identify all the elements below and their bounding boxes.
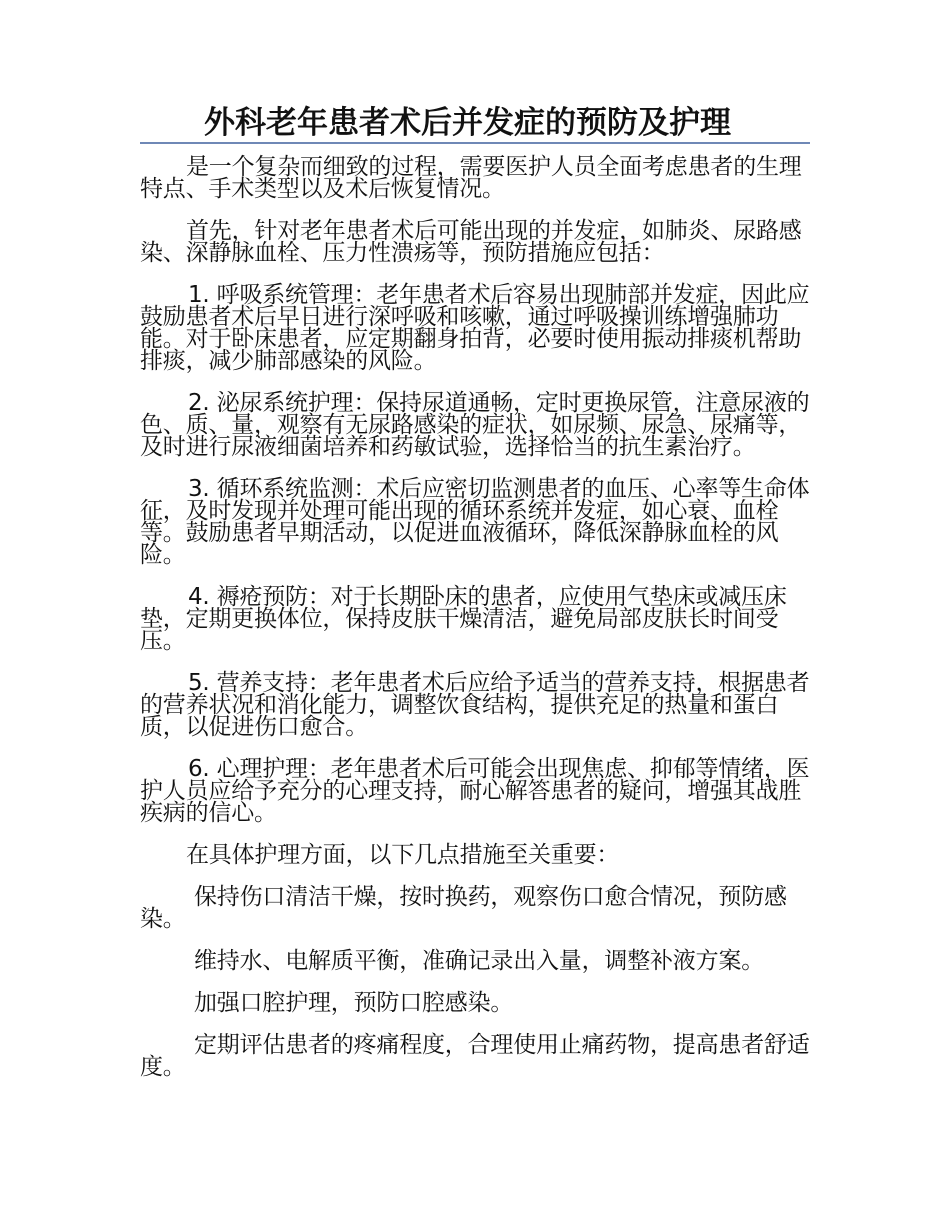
psychological-care-paragraph: 6. 心理护理：老年患者术后可能会出现焦虑、抑郁等情绪，医护人员应给予充分的心理支持，耐心解答患者的疑问，增强其战胜疾病的信心。 <box>140 756 810 826</box>
title-container <box>140 100 810 144</box>
urinary-care-paragraph: 2. 泌尿系统护理：保持尿道通畅，定时更换尿管，注意尿液的色、质、量，观察有无尿路感染的症状，如尿频、尿急、尿痛等，及时进行尿液细菌培养和药敏试验，选择恰当的抗生素治疗。 <box>140 390 810 460</box>
document-title: 外科老年患者术后并发症的预防及护理 <box>204 105 731 141</box>
circulation-monitoring-paragraph: 3. 循环系统监测：术后应密切监测患者的血压、心率等生命体征，及时发现并处理可能出现的循环系统并发症，如心衰、血栓等。鼓励患者早期活动，以促进血液循环，降低深静脉血栓的风险。 <box>140 476 810 568</box>
specific-care-intro-paragraph: 在具体护理方面，以下几点措施至关重要： <box>186 842 620 868</box>
fluid-balance-paragraph: 维持水、电解质平衡，准确记录出入量，调整补液方案。 <box>194 948 765 974</box>
prevention-intro-paragraph: 首先，针对老年患者术后可能出现的并发症，如肺炎、尿路感染、深静脉血栓、压力性溃疡等，预防措施应包括： <box>140 218 802 266</box>
document-body <box>140 156 810 1098</box>
pain-assessment-paragraph: 定期评估患者的疼痛程度，合理使用止痛药物，提高患者舒适度。 <box>140 1032 810 1080</box>
pressure-sore-prevention-paragraph: 4. 褥疮预防：对于长期卧床的患者，应使用气垫床或减压床垫，定期更换体位，保持皮肤干燥清洁，避免局部皮肤长时间受压。 <box>140 584 787 654</box>
oral-care-paragraph: 加强口腔护理，预防口腔感染。 <box>194 990 514 1016</box>
respiratory-management-paragraph: 1. 呼吸系统管理：老年患者术后容易出现肺部并发症，因此应鼓励患者术后早日进行深呼吸和咳嗽，通过呼吸操训练增强肺功能。对于卧床患者，应定期翻身拍背，必要时使用振动排痰机帮助排痰，减少肺部感染的风险。 <box>140 282 810 374</box>
wound-care-paragraph: 保持伤口清洁干燥，按时换药，观察伤口愈合情况，预防感染。 <box>140 884 787 932</box>
intro-paragraph: 是一个复杂而细致的过程，需要医护人员全面考虑患者的生理特点、手术类型以及术后恢复情况。 <box>140 154 802 202</box>
nutrition-support-paragraph: 5. 营养支持：老年患者术后应给予适当的营养支持，根据患者的营养状况和消化能力，调整饮食结构，提供充足的热量和蛋白质，以促进伤口愈合。 <box>140 670 810 740</box>
